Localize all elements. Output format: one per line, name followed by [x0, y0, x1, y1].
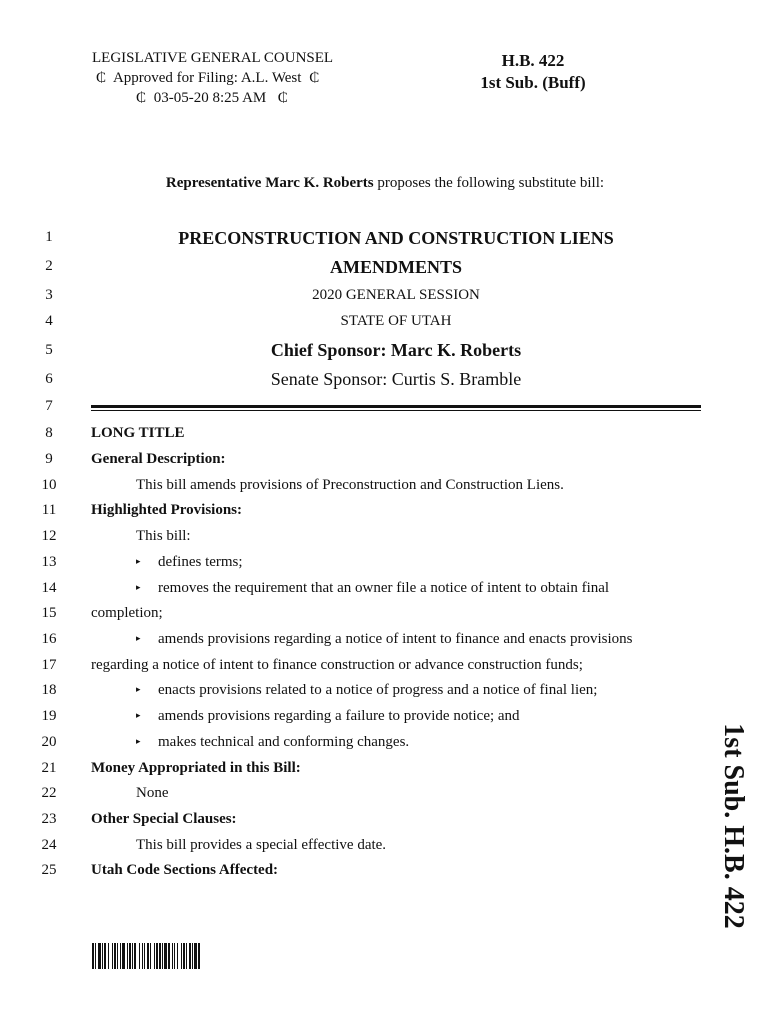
header-office-block [92, 48, 333, 108]
heading-long-title: LONG TITLE [91, 425, 185, 441]
line-number: 20 [41, 734, 57, 750]
line-number: 15 [41, 605, 57, 621]
line-number: 5 [45, 342, 53, 358]
approval-line: ₵ Approved for Filing: A.L. West ₵ [92, 68, 333, 88]
chief-sponsor: Chief Sponsor: Marc K. Roberts [270, 340, 522, 360]
barcode [92, 943, 284, 969]
this-bill-intro: This bill: [136, 528, 191, 544]
line-number: 3 [45, 287, 53, 303]
provision-item: ▸ amends provisions regarding a notice of intent to finance and enacts provisions [136, 631, 633, 647]
bullet-icon: ▸ [136, 736, 141, 746]
bill-title-line-1: PRECONSTRUCTION AND CONSTRUCTION LIENS [178, 228, 614, 248]
provision-continuation: completion; [91, 605, 163, 621]
line-number: 12 [41, 528, 57, 544]
line-number: 8 [45, 425, 53, 441]
heading-highlighted-provisions: Highlighted Provisions: [91, 502, 242, 518]
provision-continuation: regarding a notice of intent to finance construction or advance construction funds; [91, 657, 583, 673]
line-number: 21 [41, 760, 57, 776]
heading-general-description: General Description: [91, 451, 226, 467]
line-number: 14 [41, 580, 57, 596]
proposer-line [0, 175, 770, 192]
line-number: 23 [41, 811, 57, 827]
bullet-icon: ▸ [136, 556, 141, 566]
title-divider-thick [91, 405, 701, 408]
bill-title-line-2: AMENDMENTS [329, 257, 462, 277]
line-number: 4 [45, 313, 53, 329]
bullet-icon: ▸ [136, 710, 141, 720]
office-name: LEGISLATIVE GENERAL COUNSEL [92, 50, 334, 66]
proposer-name: Representative Marc K. Roberts [165, 175, 374, 191]
proposer-text: proposes the following substitute bill: [373, 175, 605, 191]
line-number: 7 [45, 398, 53, 414]
bill-id-block [478, 50, 588, 94]
line-number: 16 [41, 631, 57, 647]
provision-item: ▸ defines terms; [136, 554, 243, 570]
special-clauses-text: This bill provides a special effective date. [136, 837, 387, 853]
cedi-icon: ₵ [309, 70, 320, 86]
heading-special-clauses: Other Special Clauses: [91, 811, 237, 827]
bullet-icon: ▸ [136, 582, 141, 592]
provision-item: ▸ amends provisions regarding a failure to provide notice; and [136, 708, 520, 724]
cedi-icon: ₵ [135, 90, 146, 106]
line-number: 1 [45, 229, 53, 245]
senate-sponsor: Senate Sponsor: Curtis S. Bramble [270, 369, 522, 389]
general-description-text: This bill amends provisions of Preconstruction and Construction Liens. [136, 477, 564, 493]
provision-item: ▸ enacts provisions related to a notice of progress and a notice of final lien; [136, 682, 598, 698]
bullet-icon: ▸ [136, 633, 141, 643]
money-appropriated-text: None [136, 785, 169, 801]
state-label: STATE OF UTAH [340, 313, 452, 329]
provision-item: ▸ makes technical and conforming changes. [136, 734, 410, 750]
line-number: 2 [45, 258, 53, 274]
line-number: 9 [45, 451, 53, 467]
cedi-icon: ₵ [95, 70, 106, 86]
line-number: 24 [41, 837, 57, 853]
line-number: 19 [41, 708, 57, 724]
cedi-icon: ₵ [277, 90, 288, 106]
side-bill-label: 1st Sub. H.B. 422 [718, 723, 749, 929]
session-label: 2020 GENERAL SESSION [312, 287, 480, 303]
line-number: 11 [41, 502, 57, 518]
provision-item: ▸ removes the requirement that an owner file a notice of intent to obtain final [136, 580, 610, 596]
heading-money-appropriated: Money Appropriated in this Bill: [91, 760, 301, 776]
substitute-label: 1st Sub. (Buff) [480, 73, 586, 92]
line-number: 22 [41, 785, 57, 801]
line-number: 6 [45, 371, 53, 387]
barcode-stripe [200, 943, 201, 969]
line-number: 10 [41, 477, 57, 493]
datetime-line: ₵ 03-05-20 8:25 AM ₵ [92, 88, 333, 108]
bullet-icon: ▸ [136, 684, 141, 694]
line-number: 13 [41, 554, 57, 570]
line-number: 25 [41, 862, 57, 878]
heading-code-sections: Utah Code Sections Affected: [91, 862, 279, 878]
title-divider-thin [91, 410, 701, 411]
bill-number: H.B. 422 [501, 51, 565, 70]
line-number: 17 [41, 657, 57, 673]
line-number: 18 [41, 682, 57, 698]
